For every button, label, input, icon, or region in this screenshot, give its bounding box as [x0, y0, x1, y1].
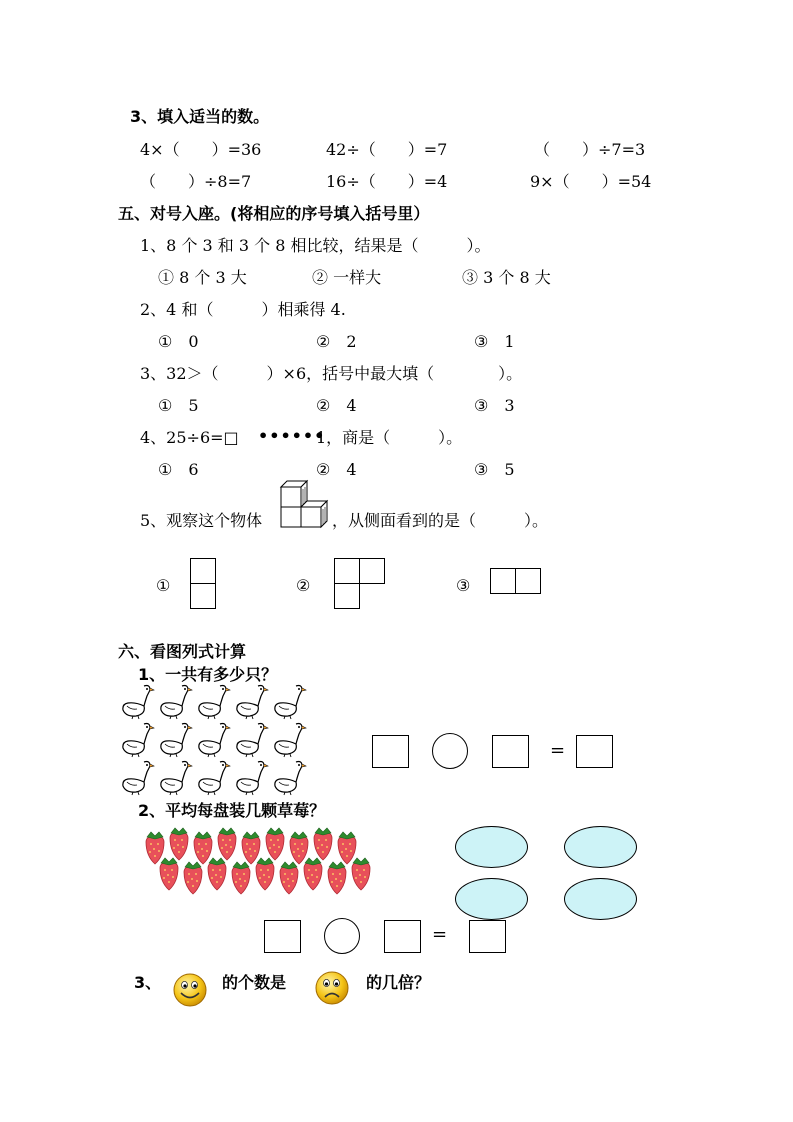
cube-object-figure [280, 480, 330, 528]
goose-icon [275, 724, 306, 758]
q2-option-a: ① 0 [158, 332, 199, 351]
q5-option-b-square-top-left [334, 558, 360, 584]
goose-icon [275, 686, 306, 720]
section-6-q1-title: 1、一共有多少只？ [138, 665, 278, 684]
geese-picture [120, 684, 320, 800]
q3-option-c: ③ 3 [474, 396, 515, 415]
strawberry-icon [208, 858, 226, 890]
strawberry-icon [194, 832, 212, 864]
goose-icon [123, 686, 154, 720]
strawberry-icon [338, 832, 356, 864]
strawberry-icon [328, 862, 346, 894]
q5-option-a-label: ① [156, 576, 171, 595]
strawberry-icon [232, 862, 250, 894]
answer-box-3[interactable] [576, 735, 613, 768]
goose-icon [199, 762, 230, 796]
strawberry-icon [266, 828, 284, 860]
answer-box-5[interactable] [384, 920, 421, 953]
section-6-q3-text-2: 的几倍？ [366, 973, 431, 992]
section-6-q2-title: 2、平均每盘装几颗草莓？ [138, 801, 326, 820]
plate-4 [564, 878, 637, 920]
q3-option-a: ① 5 [158, 396, 199, 415]
question-3-text: 3、32＞（ ）×6，括号中最大填（ ）。 [140, 364, 523, 383]
fill-blank-5: 16÷（ ）=4 [326, 172, 448, 191]
q1-option-b: ② 一样大 [312, 268, 382, 287]
goose-icon [161, 762, 192, 796]
fill-blank-4: （ ）÷8=7 [140, 172, 252, 191]
frowning-face-icon [314, 970, 350, 1006]
q5-option-c-square-left [490, 568, 516, 594]
equals-sign-1: = [550, 740, 566, 761]
strawberry-icon [218, 828, 236, 860]
section-3-title: 3、填入适当的数。 [130, 107, 270, 126]
fill-blank-2: 42÷（ ）=7 [326, 140, 448, 159]
strawberry-icon [280, 862, 298, 894]
remainder-dots: •••••• [258, 426, 326, 445]
answer-box-2[interactable] [492, 735, 529, 768]
q2-option-c: ③ 1 [474, 332, 515, 351]
strawberry-icon [290, 832, 308, 864]
strawberry-icon [352, 858, 370, 890]
fill-blank-3: （ ）÷7=3 [534, 140, 646, 159]
question-5-text-before: 5、观察这个物体 [140, 511, 263, 530]
q1-option-a: ① 8 个 3 大 [158, 268, 247, 287]
answer-box-4[interactable] [264, 920, 301, 953]
fill-blank-6: 9×（ ）=54 [530, 172, 652, 191]
operator-circle-1[interactable] [432, 733, 468, 769]
goose-icon [237, 762, 268, 796]
fill-blank-1: 4×（ ）=36 [140, 140, 262, 159]
q5-option-a-square-top [190, 558, 216, 584]
strawberry-icon [242, 832, 260, 864]
strawberry-icon [256, 858, 274, 890]
goose-icon [123, 724, 154, 758]
question-2-text: 2、4 和（ ）相乘得 4. [140, 300, 346, 319]
question-1-text: 1、8 个 3 和 3 个 8 相比较，结果是（ ）。 [140, 236, 491, 255]
plate-2 [564, 826, 637, 868]
answer-box-6[interactable] [469, 920, 506, 953]
goose-icon [161, 686, 192, 720]
strawberry-icon [160, 858, 178, 890]
question-4-text-before: 4、25÷6=□ [140, 428, 239, 447]
goose-icon [123, 762, 154, 796]
q4-option-a: ① 6 [158, 460, 199, 479]
q5-option-c-label: ③ [456, 576, 471, 595]
strawberry-icon [170, 828, 188, 860]
operator-circle-2[interactable] [324, 918, 360, 954]
goose-icon [275, 762, 306, 796]
strawberry-icon [304, 858, 322, 890]
q5-option-b-square-top-right [359, 558, 385, 584]
q5-option-a-square-bottom [190, 583, 216, 609]
q2-option-b: ② 2 [316, 332, 357, 351]
equals-sign-2: = [432, 924, 448, 945]
q5-option-b-label: ② [296, 576, 311, 595]
q5-option-b-square-bottom [334, 583, 360, 609]
goose-icon [199, 724, 230, 758]
answer-box-1[interactable] [372, 735, 409, 768]
question-4-text-after: 1，商是（ ）。 [316, 428, 463, 447]
section-6-q3-number: 3、 [134, 973, 162, 992]
strawberry-icon [314, 828, 332, 860]
strawberry-icon [146, 832, 164, 864]
section-6-title: 六、看图列式计算 [118, 642, 247, 661]
q3-option-b: ② 4 [316, 396, 357, 415]
q5-option-c-square-right [515, 568, 541, 594]
q4-option-c: ③ 5 [474, 460, 515, 479]
goose-icon [237, 724, 268, 758]
q1-option-c: ③ 3 个 8 大 [462, 268, 551, 287]
goose-icon [237, 686, 268, 720]
question-5-text-after: ，从侧面看到的是（ ）。 [332, 511, 549, 530]
section-5-title: 五、对号入座。(将相应的序号填入括号里） [118, 204, 430, 223]
plate-1 [455, 826, 528, 868]
goose-icon [161, 724, 192, 758]
goose-icon [199, 686, 230, 720]
section-6-q3-text-1: 的个数是 [222, 973, 287, 992]
plate-3 [455, 878, 528, 920]
smiley-face-icon [172, 972, 208, 1008]
strawberry-icon [184, 862, 202, 894]
q4-option-b: ② 4 [316, 460, 357, 479]
strawberries-picture [140, 826, 385, 898]
